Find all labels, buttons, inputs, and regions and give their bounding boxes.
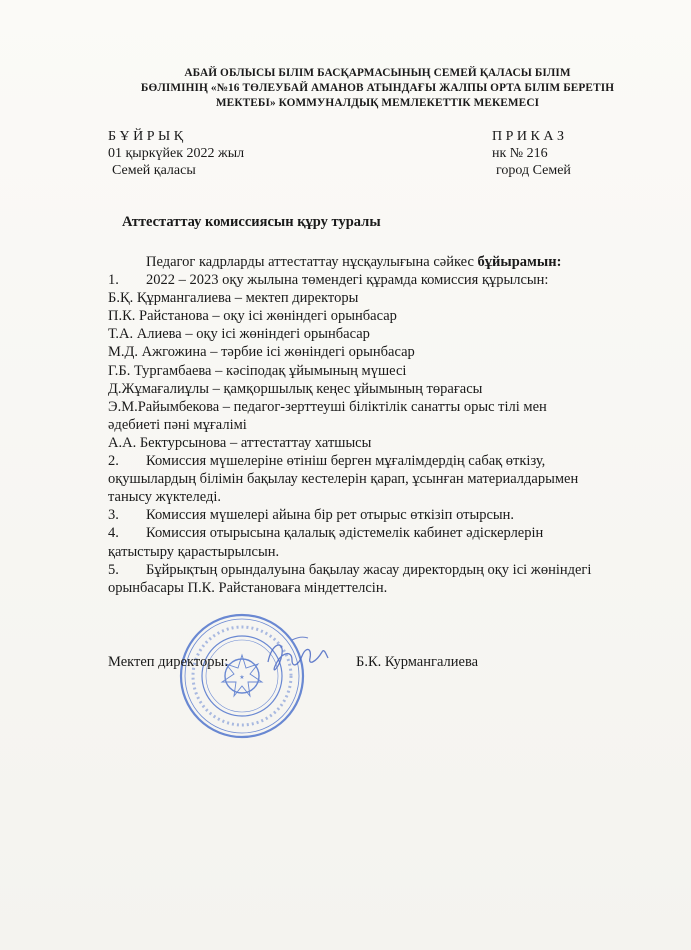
document-body	[108, 253, 648, 597]
point-2-cont: оқушылардың білімін бақылау кестелерін қарап, ұсынған материалдарымен	[108, 471, 579, 488]
point-number: 4.	[108, 525, 119, 542]
intro-text: Педагог кадрларды аттестаттау нұсқаулығына сәйкес	[146, 254, 478, 270]
member-line: Б.Қ. Құрмангалиева – мектеп директоры	[108, 290, 359, 307]
point-1	[108, 271, 648, 289]
point-2-cont: танысу жүктеледі.	[108, 489, 221, 506]
point-number: 5.	[108, 561, 119, 578]
svg-text:★: ★	[239, 674, 245, 681]
order-city-ru: город Семей	[496, 163, 571, 178]
member-line: әдебиеті пәні мұғалімі	[108, 416, 247, 433]
russian-order-block	[492, 128, 571, 179]
point-number: 3.	[108, 507, 119, 524]
kazakh-order-block	[108, 128, 244, 179]
point-3	[108, 506, 648, 524]
member-line: Т.А. Алиева – оқу ісі жөніндегі орынбасар	[108, 326, 370, 343]
order-type-kz: Б Ұ Й Р Ы Қ	[108, 129, 184, 144]
point-text: Бұйрықтың орындалуына бақылау жасау директордың оқу ісі жөніндегі	[146, 561, 592, 578]
member-line: Д.Жұмағалиұлы – қамқоршылық кеңес ұйымының төрағасы	[108, 380, 483, 397]
point-text: 2022 – 2023 оқу жылына төмендегі құрамда комиссия құрылсын:	[146, 272, 549, 289]
point-4-cont: қатыстыру қарастырылсын.	[108, 543, 280, 560]
signature-name: Б.К. Курмангалиева	[356, 654, 479, 670]
document-title: Аттестаттау комиссиясын құру туралы	[122, 214, 381, 230]
intro-line	[108, 253, 648, 271]
header-line-1: АБАЙ ОБЛЫСЫ БІЛІМ БАСҚАРМАСЫНЫҢ СЕМЕЙ ҚАЛАСЫ БІЛІМ	[184, 67, 571, 79]
point-2	[108, 452, 648, 470]
point-text: Комиссия отырысына қалалық әдістемелік кабинет әдіскерлерін	[146, 525, 544, 542]
member-line: Э.М.Райымбекова – педагог-зерттеуші біліктілік санатты орыс тілі мен	[108, 398, 547, 415]
order-city-kz: Семей қаласы	[112, 163, 196, 178]
handwritten-signature-icon	[262, 632, 332, 682]
intro-bold: бұйырамын:	[477, 254, 562, 270]
point-4	[108, 524, 648, 542]
signature-label: Мектеп директоры:	[108, 654, 229, 670]
point-5-cont: орынбасары П.К. Райстановаға міндеттелсін.	[108, 579, 388, 596]
point-text: Комиссия мүшелеріне өтініш берген мұғалімдердің сабақ өткізу,	[146, 453, 546, 470]
point-number: 1.	[108, 272, 119, 289]
member-line: А.А. Бектурсынова – аттестаттау хатшысы	[108, 434, 372, 451]
member-line: Г.Б. Тургамбаева – кәсіподақ ұйымының мүшесі	[108, 362, 407, 379]
order-type-ru: П Р И К А З	[492, 129, 564, 144]
member-line: М.Д. Ажгожина – тәрбие ісі жөніндегі орынбасар	[108, 344, 415, 361]
header-line-3: МЕКТЕБІ» КОММУНАЛДЫҚ МЕМЛЕКЕТТІК МЕКЕМЕСІ	[215, 97, 540, 109]
order-number: нк № 216	[492, 146, 548, 161]
point-text: Комиссия мүшелері айына бір рет отырыс өткізіп отырсын.	[146, 507, 515, 524]
point-number: 2.	[108, 453, 119, 470]
header-line-2: БӨЛІМІНІҢ «№16 ТӨЛЕУБАЙ АМАНОВ АТЫНДАҒЫ ЖАЛПЫ ОРТА БІЛІМ БЕРЕТІН	[140, 82, 615, 94]
order-date: 01 қыркүйек 2022 жыл	[108, 146, 245, 161]
point-5	[108, 561, 648, 579]
org-header	[100, 66, 655, 111]
member-line: П.К. Райстанова – оқу ісі жөніндегі орынбасар	[108, 308, 397, 325]
